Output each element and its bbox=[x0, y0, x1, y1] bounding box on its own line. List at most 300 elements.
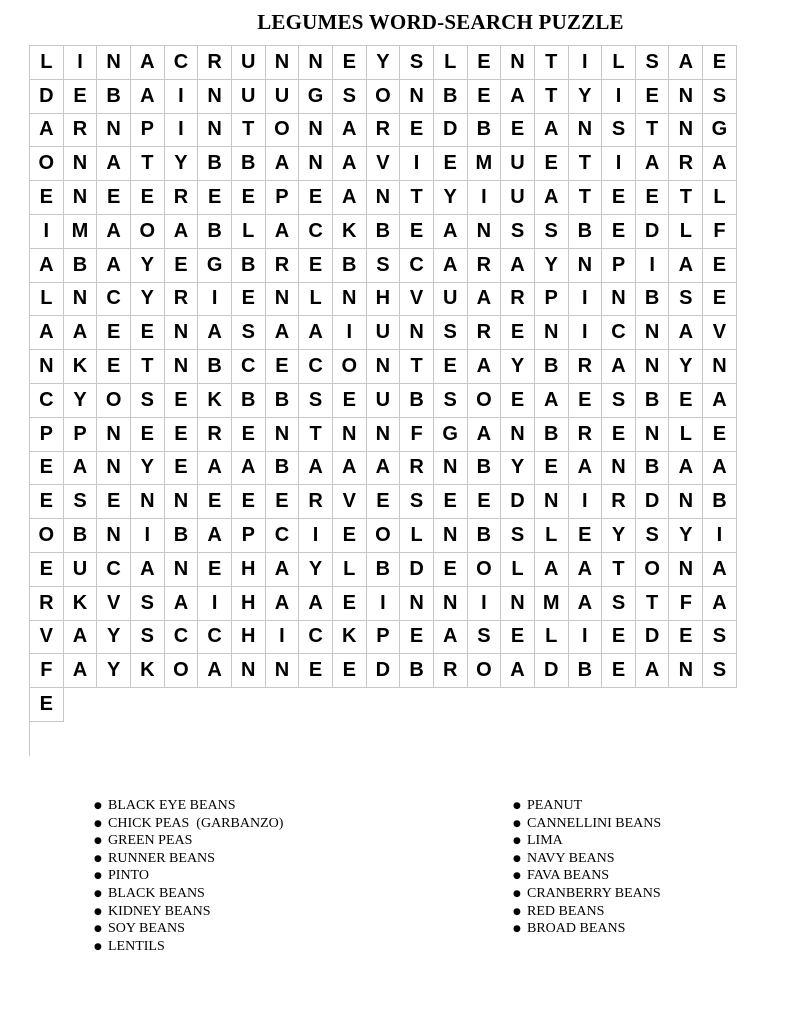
grid-cell[interactable]: S bbox=[703, 80, 737, 114]
grid-cell[interactable]: B bbox=[165, 519, 199, 553]
grid-cell[interactable]: E bbox=[97, 316, 131, 350]
grid-cell[interactable]: K bbox=[333, 621, 367, 655]
grid-cell[interactable]: D bbox=[636, 485, 670, 519]
grid-cell[interactable]: B bbox=[569, 215, 603, 249]
grid-cell[interactable]: S bbox=[434, 384, 468, 418]
grid-cell[interactable]: A bbox=[97, 249, 131, 283]
grid-cell[interactable]: K bbox=[333, 215, 367, 249]
grid-cell[interactable]: N bbox=[165, 485, 199, 519]
grid-cell[interactable]: E bbox=[97, 350, 131, 384]
grid-cell[interactable]: O bbox=[131, 215, 165, 249]
grid-cell[interactable]: C bbox=[30, 384, 64, 418]
grid-cell[interactable]: N bbox=[333, 283, 367, 317]
grid-cell[interactable]: N bbox=[636, 350, 670, 384]
grid-cell[interactable]: L bbox=[400, 519, 434, 553]
grid-cell[interactable]: F bbox=[30, 654, 64, 688]
grid-cell[interactable]: C bbox=[266, 519, 300, 553]
grid-cell[interactable]: N bbox=[266, 283, 300, 317]
grid-cell[interactable]: E bbox=[501, 316, 535, 350]
grid-cell[interactable]: S bbox=[299, 384, 333, 418]
grid-cell[interactable]: E bbox=[165, 384, 199, 418]
grid-cell[interactable]: E bbox=[64, 80, 98, 114]
grid-cell[interactable]: N bbox=[400, 80, 434, 114]
grid-cell[interactable]: A bbox=[501, 249, 535, 283]
grid-cell[interactable]: D bbox=[636, 215, 670, 249]
grid-cell[interactable]: A bbox=[97, 215, 131, 249]
grid-cell[interactable]: E bbox=[535, 452, 569, 486]
grid-cell[interactable]: E bbox=[97, 181, 131, 215]
grid-cell[interactable]: O bbox=[165, 654, 199, 688]
grid-cell[interactable]: N bbox=[266, 654, 300, 688]
grid-cell[interactable]: U bbox=[232, 80, 266, 114]
grid-cell[interactable]: E bbox=[232, 485, 266, 519]
grid-cell[interactable]: S bbox=[131, 587, 165, 621]
grid-cell[interactable]: A bbox=[131, 80, 165, 114]
grid-cell[interactable]: Y bbox=[299, 553, 333, 587]
grid-cell[interactable]: E bbox=[198, 181, 232, 215]
grid-cell[interactable]: A bbox=[434, 215, 468, 249]
grid-cell[interactable]: A bbox=[64, 621, 98, 655]
grid-cell[interactable]: I bbox=[602, 147, 636, 181]
grid-cell[interactable]: C bbox=[97, 553, 131, 587]
grid-cell[interactable]: A bbox=[299, 587, 333, 621]
grid-cell[interactable]: K bbox=[131, 654, 165, 688]
grid-cell[interactable]: E bbox=[165, 418, 199, 452]
grid-cell[interactable]: I bbox=[569, 621, 603, 655]
grid-cell[interactable]: R bbox=[602, 485, 636, 519]
grid-cell[interactable]: N bbox=[64, 283, 98, 317]
grid-cell[interactable]: I bbox=[569, 316, 603, 350]
grid-cell[interactable]: N bbox=[669, 654, 703, 688]
grid-cell[interactable]: U bbox=[501, 181, 535, 215]
grid-cell[interactable]: A bbox=[165, 215, 199, 249]
grid-cell[interactable]: R bbox=[400, 452, 434, 486]
grid-cell[interactable]: B bbox=[64, 249, 98, 283]
grid-cell[interactable]: N bbox=[64, 181, 98, 215]
grid-cell[interactable]: E bbox=[30, 181, 64, 215]
grid-cell[interactable]: U bbox=[434, 283, 468, 317]
grid-cell[interactable]: O bbox=[636, 553, 670, 587]
grid-cell[interactable]: N bbox=[434, 452, 468, 486]
grid-cell[interactable]: M bbox=[64, 215, 98, 249]
grid-cell[interactable]: C bbox=[97, 283, 131, 317]
grid-cell[interactable]: A bbox=[30, 114, 64, 148]
grid-cell[interactable]: T bbox=[400, 350, 434, 384]
grid-cell[interactable]: S bbox=[232, 316, 266, 350]
grid-cell[interactable]: A bbox=[569, 452, 603, 486]
grid-cell[interactable]: A bbox=[703, 384, 737, 418]
grid-cell[interactable]: I bbox=[266, 621, 300, 655]
grid-cell[interactable]: P bbox=[30, 418, 64, 452]
grid-cell[interactable]: E bbox=[97, 485, 131, 519]
grid-cell[interactable]: E bbox=[434, 350, 468, 384]
grid-cell[interactable]: A bbox=[30, 249, 64, 283]
grid-cell[interactable]: U bbox=[367, 384, 401, 418]
grid-cell[interactable]: A bbox=[333, 452, 367, 486]
grid-cell[interactable]: Y bbox=[669, 519, 703, 553]
grid-cell[interactable]: L bbox=[30, 46, 64, 80]
grid-cell[interactable]: E bbox=[367, 485, 401, 519]
grid-cell[interactable]: A bbox=[64, 452, 98, 486]
grid-cell[interactable]: E bbox=[636, 80, 670, 114]
grid-cell[interactable]: N bbox=[669, 553, 703, 587]
grid-cell[interactable]: A bbox=[535, 181, 569, 215]
grid-cell[interactable]: I bbox=[569, 46, 603, 80]
grid-cell[interactable]: S bbox=[400, 485, 434, 519]
grid-cell[interactable]: I bbox=[299, 519, 333, 553]
grid-cell[interactable]: N bbox=[569, 249, 603, 283]
grid-cell[interactable]: A bbox=[669, 46, 703, 80]
grid-cell[interactable]: S bbox=[367, 249, 401, 283]
grid-cell[interactable]: H bbox=[232, 621, 266, 655]
grid-cell[interactable]: Y bbox=[131, 283, 165, 317]
grid-cell[interactable]: N bbox=[64, 147, 98, 181]
grid-cell[interactable]: H bbox=[232, 587, 266, 621]
grid-cell[interactable]: E bbox=[602, 418, 636, 452]
grid-cell[interactable]: I bbox=[131, 519, 165, 553]
grid-cell[interactable]: E bbox=[400, 215, 434, 249]
grid-cell[interactable]: S bbox=[64, 485, 98, 519]
grid-cell[interactable]: A bbox=[468, 418, 502, 452]
grid-cell[interactable]: H bbox=[367, 283, 401, 317]
grid-cell[interactable]: Y bbox=[97, 654, 131, 688]
grid-cell[interactable]: N bbox=[501, 46, 535, 80]
grid-cell[interactable]: R bbox=[299, 485, 333, 519]
grid-cell[interactable]: A bbox=[468, 283, 502, 317]
grid-cell[interactable]: L bbox=[232, 215, 266, 249]
grid-cell[interactable]: R bbox=[266, 249, 300, 283]
grid-cell[interactable]: N bbox=[535, 316, 569, 350]
grid-cell[interactable]: N bbox=[97, 418, 131, 452]
grid-cell[interactable]: E bbox=[198, 553, 232, 587]
grid-cell[interactable]: A bbox=[434, 249, 468, 283]
grid-cell[interactable]: R bbox=[569, 350, 603, 384]
grid-cell[interactable]: N bbox=[97, 519, 131, 553]
grid-cell[interactable]: Y bbox=[569, 80, 603, 114]
grid-cell[interactable]: S bbox=[636, 46, 670, 80]
grid-cell[interactable]: S bbox=[400, 46, 434, 80]
grid-cell[interactable]: B bbox=[266, 452, 300, 486]
grid-cell[interactable]: E bbox=[434, 147, 468, 181]
grid-cell[interactable]: C bbox=[165, 621, 199, 655]
grid-cell[interactable]: N bbox=[367, 350, 401, 384]
grid-cell[interactable]: Y bbox=[434, 181, 468, 215]
grid-cell[interactable]: Y bbox=[165, 147, 199, 181]
grid-cell[interactable]: L bbox=[703, 181, 737, 215]
grid-cell[interactable]: L bbox=[669, 215, 703, 249]
grid-cell[interactable]: N bbox=[468, 215, 502, 249]
grid-cell[interactable]: C bbox=[232, 350, 266, 384]
grid-cell[interactable]: N bbox=[636, 316, 670, 350]
grid-cell[interactable]: P bbox=[602, 249, 636, 283]
grid-cell[interactable]: V bbox=[703, 316, 737, 350]
grid-cell[interactable]: F bbox=[703, 215, 737, 249]
grid-cell[interactable]: B bbox=[468, 452, 502, 486]
grid-cell[interactable]: A bbox=[97, 147, 131, 181]
grid-cell[interactable]: N bbox=[97, 452, 131, 486]
grid-cell[interactable]: E bbox=[232, 283, 266, 317]
grid-cell[interactable]: A bbox=[64, 316, 98, 350]
grid-cell[interactable]: E bbox=[131, 316, 165, 350]
grid-cell[interactable]: I bbox=[602, 80, 636, 114]
grid-cell[interactable]: I bbox=[400, 147, 434, 181]
grid-cell[interactable]: I bbox=[198, 587, 232, 621]
grid-cell[interactable]: C bbox=[165, 46, 199, 80]
grid-cell[interactable]: L bbox=[535, 621, 569, 655]
grid-cell[interactable]: K bbox=[64, 587, 98, 621]
grid-cell[interactable]: T bbox=[535, 46, 569, 80]
grid-cell[interactable]: E bbox=[400, 621, 434, 655]
grid-cell[interactable]: E bbox=[333, 519, 367, 553]
grid-cell[interactable]: T bbox=[400, 181, 434, 215]
grid-cell[interactable]: A bbox=[198, 519, 232, 553]
grid-cell[interactable]: B bbox=[198, 215, 232, 249]
grid-cell[interactable]: V bbox=[333, 485, 367, 519]
grid-cell[interactable]: B bbox=[400, 384, 434, 418]
grid-cell[interactable]: L bbox=[299, 283, 333, 317]
grid-cell[interactable]: D bbox=[30, 80, 64, 114]
grid-cell[interactable]: E bbox=[266, 350, 300, 384]
grid-cell[interactable]: I bbox=[333, 316, 367, 350]
grid-cell[interactable]: S bbox=[669, 283, 703, 317]
grid-cell[interactable]: A bbox=[602, 350, 636, 384]
grid-cell[interactable]: I bbox=[198, 283, 232, 317]
grid-cell[interactable]: P bbox=[131, 114, 165, 148]
grid-cell[interactable]: R bbox=[165, 181, 199, 215]
grid-cell[interactable]: N bbox=[636, 418, 670, 452]
grid-cell[interactable]: T bbox=[569, 181, 603, 215]
grid-cell[interactable]: T bbox=[569, 147, 603, 181]
grid-cell[interactable]: H bbox=[232, 553, 266, 587]
grid-cell[interactable]: S bbox=[501, 519, 535, 553]
grid-cell[interactable]: N bbox=[97, 114, 131, 148]
grid-cell[interactable]: D bbox=[434, 114, 468, 148]
grid-cell[interactable]: C bbox=[400, 249, 434, 283]
grid-cell[interactable]: A bbox=[501, 654, 535, 688]
grid-cell[interactable]: O bbox=[468, 654, 502, 688]
grid-cell[interactable]: E bbox=[669, 384, 703, 418]
grid-cell[interactable]: N bbox=[535, 485, 569, 519]
grid-cell[interactable]: N bbox=[367, 181, 401, 215]
grid-cell[interactable]: E bbox=[602, 215, 636, 249]
grid-cell[interactable]: E bbox=[30, 688, 64, 722]
grid-cell[interactable]: C bbox=[198, 621, 232, 655]
grid-cell[interactable]: S bbox=[468, 621, 502, 655]
grid-cell[interactable]: Y bbox=[501, 350, 535, 384]
grid-cell[interactable]: O bbox=[266, 114, 300, 148]
grid-cell[interactable]: B bbox=[232, 384, 266, 418]
grid-cell[interactable]: B bbox=[703, 485, 737, 519]
grid-cell[interactable]: E bbox=[669, 621, 703, 655]
grid-cell[interactable]: O bbox=[333, 350, 367, 384]
grid-cell[interactable]: O bbox=[367, 80, 401, 114]
grid-cell[interactable]: S bbox=[602, 114, 636, 148]
grid-cell[interactable]: R bbox=[198, 46, 232, 80]
grid-cell[interactable]: F bbox=[669, 587, 703, 621]
grid-cell[interactable]: E bbox=[569, 384, 603, 418]
grid-cell[interactable]: B bbox=[198, 147, 232, 181]
grid-cell[interactable]: N bbox=[703, 350, 737, 384]
grid-cell[interactable]: R bbox=[501, 283, 535, 317]
grid-cell[interactable]: B bbox=[367, 215, 401, 249]
grid-cell[interactable]: P bbox=[535, 283, 569, 317]
grid-cell[interactable]: A bbox=[333, 181, 367, 215]
grid-cell[interactable]: D bbox=[400, 553, 434, 587]
grid-cell[interactable]: N bbox=[131, 485, 165, 519]
grid-cell[interactable]: B bbox=[535, 418, 569, 452]
grid-cell[interactable]: P bbox=[266, 181, 300, 215]
grid-cell[interactable]: A bbox=[703, 587, 737, 621]
grid-cell[interactable]: B bbox=[636, 283, 670, 317]
grid-cell[interactable]: N bbox=[198, 114, 232, 148]
grid-cell[interactable]: N bbox=[400, 316, 434, 350]
grid-cell[interactable]: N bbox=[299, 46, 333, 80]
grid-cell[interactable]: E bbox=[636, 181, 670, 215]
grid-cell[interactable]: N bbox=[165, 553, 199, 587]
grid-cell[interactable]: N bbox=[434, 519, 468, 553]
grid-cell[interactable]: L bbox=[333, 553, 367, 587]
grid-cell[interactable]: E bbox=[703, 418, 737, 452]
grid-cell[interactable]: E bbox=[569, 519, 603, 553]
grid-cell[interactable]: R bbox=[468, 316, 502, 350]
grid-cell[interactable]: A bbox=[131, 553, 165, 587]
grid-cell[interactable]: D bbox=[535, 654, 569, 688]
grid-cell[interactable]: E bbox=[232, 181, 266, 215]
grid-cell[interactable]: U bbox=[64, 553, 98, 587]
grid-cell[interactable]: R bbox=[30, 587, 64, 621]
grid-cell[interactable]: C bbox=[299, 350, 333, 384]
grid-cell[interactable]: I bbox=[64, 46, 98, 80]
grid-cell[interactable]: M bbox=[535, 587, 569, 621]
grid-cell[interactable]: B bbox=[232, 249, 266, 283]
grid-cell[interactable]: G bbox=[434, 418, 468, 452]
grid-cell[interactable]: E bbox=[266, 485, 300, 519]
grid-cell[interactable]: E bbox=[501, 114, 535, 148]
grid-cell[interactable]: P bbox=[232, 519, 266, 553]
grid-cell[interactable]: N bbox=[434, 587, 468, 621]
grid-cell[interactable]: N bbox=[232, 654, 266, 688]
grid-cell[interactable]: N bbox=[400, 587, 434, 621]
grid-cell[interactable]: N bbox=[165, 316, 199, 350]
grid-cell[interactable]: A bbox=[434, 621, 468, 655]
grid-cell[interactable]: N bbox=[97, 46, 131, 80]
grid-cell[interactable]: D bbox=[501, 485, 535, 519]
grid-cell[interactable]: N bbox=[602, 452, 636, 486]
grid-cell[interactable]: E bbox=[299, 249, 333, 283]
grid-cell[interactable]: N bbox=[669, 80, 703, 114]
grid-cell[interactable]: L bbox=[501, 553, 535, 587]
grid-cell[interactable]: A bbox=[64, 654, 98, 688]
grid-cell[interactable]: E bbox=[165, 249, 199, 283]
grid-cell[interactable]: M bbox=[468, 147, 502, 181]
grid-cell[interactable]: N bbox=[602, 283, 636, 317]
grid-cell[interactable]: U bbox=[266, 80, 300, 114]
grid-cell[interactable]: D bbox=[636, 621, 670, 655]
grid-cell[interactable]: A bbox=[535, 384, 569, 418]
grid-cell[interactable]: I bbox=[636, 249, 670, 283]
grid-cell[interactable]: A bbox=[232, 452, 266, 486]
grid-cell[interactable]: N bbox=[501, 587, 535, 621]
grid-cell[interactable]: U bbox=[367, 316, 401, 350]
grid-cell[interactable]: T bbox=[636, 587, 670, 621]
grid-cell[interactable]: A bbox=[535, 114, 569, 148]
grid-cell[interactable]: S bbox=[636, 519, 670, 553]
grid-cell[interactable]: I bbox=[468, 181, 502, 215]
grid-cell[interactable]: R bbox=[165, 283, 199, 317]
grid-cell[interactable]: E bbox=[30, 485, 64, 519]
grid-cell[interactable]: I bbox=[165, 114, 199, 148]
grid-cell[interactable]: B bbox=[333, 249, 367, 283]
grid-cell[interactable]: E bbox=[602, 654, 636, 688]
grid-cell[interactable]: E bbox=[468, 80, 502, 114]
grid-cell[interactable]: R bbox=[434, 654, 468, 688]
grid-cell[interactable]: N bbox=[501, 418, 535, 452]
grid-cell[interactable]: A bbox=[669, 249, 703, 283]
grid-cell[interactable]: R bbox=[669, 147, 703, 181]
grid-cell[interactable]: I bbox=[569, 283, 603, 317]
grid-cell[interactable]: Y bbox=[131, 452, 165, 486]
grid-cell[interactable]: E bbox=[198, 485, 232, 519]
grid-cell[interactable]: A bbox=[198, 654, 232, 688]
grid-cell[interactable]: R bbox=[64, 114, 98, 148]
grid-cell[interactable]: E bbox=[535, 147, 569, 181]
grid-cell[interactable]: S bbox=[602, 384, 636, 418]
grid-cell[interactable]: E bbox=[299, 654, 333, 688]
grid-cell[interactable]: N bbox=[669, 114, 703, 148]
grid-cell[interactable]: N bbox=[333, 418, 367, 452]
grid-cell[interactable]: O bbox=[30, 147, 64, 181]
grid-cell[interactable]: K bbox=[198, 384, 232, 418]
grid-cell[interactable]: B bbox=[198, 350, 232, 384]
grid-cell[interactable]: Y bbox=[669, 350, 703, 384]
grid-cell[interactable]: I bbox=[703, 519, 737, 553]
grid-cell[interactable]: A bbox=[367, 452, 401, 486]
grid-cell[interactable]: B bbox=[468, 114, 502, 148]
grid-cell[interactable]: E bbox=[131, 181, 165, 215]
grid-cell[interactable]: F bbox=[400, 418, 434, 452]
grid-cell[interactable]: T bbox=[131, 350, 165, 384]
grid-cell[interactable]: E bbox=[165, 452, 199, 486]
grid-cell[interactable]: E bbox=[333, 587, 367, 621]
grid-cell[interactable]: A bbox=[501, 80, 535, 114]
grid-cell[interactable]: A bbox=[703, 147, 737, 181]
grid-cell[interactable]: A bbox=[703, 553, 737, 587]
grid-cell[interactable]: A bbox=[636, 654, 670, 688]
grid-cell[interactable]: E bbox=[602, 181, 636, 215]
grid-cell[interactable]: B bbox=[232, 147, 266, 181]
grid-cell[interactable]: A bbox=[131, 46, 165, 80]
grid-cell[interactable]: N bbox=[165, 350, 199, 384]
grid-cell[interactable]: T bbox=[669, 181, 703, 215]
grid-cell[interactable]: I bbox=[30, 215, 64, 249]
grid-cell[interactable]: E bbox=[333, 46, 367, 80]
grid-cell[interactable]: D bbox=[367, 654, 401, 688]
grid-cell[interactable]: B bbox=[97, 80, 131, 114]
grid-cell[interactable]: B bbox=[64, 519, 98, 553]
grid-cell[interactable]: A bbox=[198, 452, 232, 486]
grid-cell[interactable]: T bbox=[535, 80, 569, 114]
grid-cell[interactable]: Y bbox=[501, 452, 535, 486]
grid-cell[interactable]: E bbox=[434, 553, 468, 587]
grid-cell[interactable]: A bbox=[299, 452, 333, 486]
grid-cell[interactable]: Y bbox=[535, 249, 569, 283]
grid-cell[interactable]: T bbox=[299, 418, 333, 452]
grid-cell[interactable]: B bbox=[434, 80, 468, 114]
grid-cell[interactable]: U bbox=[501, 147, 535, 181]
grid-cell[interactable]: A bbox=[333, 147, 367, 181]
grid-cell[interactable]: A bbox=[266, 587, 300, 621]
grid-cell[interactable]: N bbox=[198, 80, 232, 114]
